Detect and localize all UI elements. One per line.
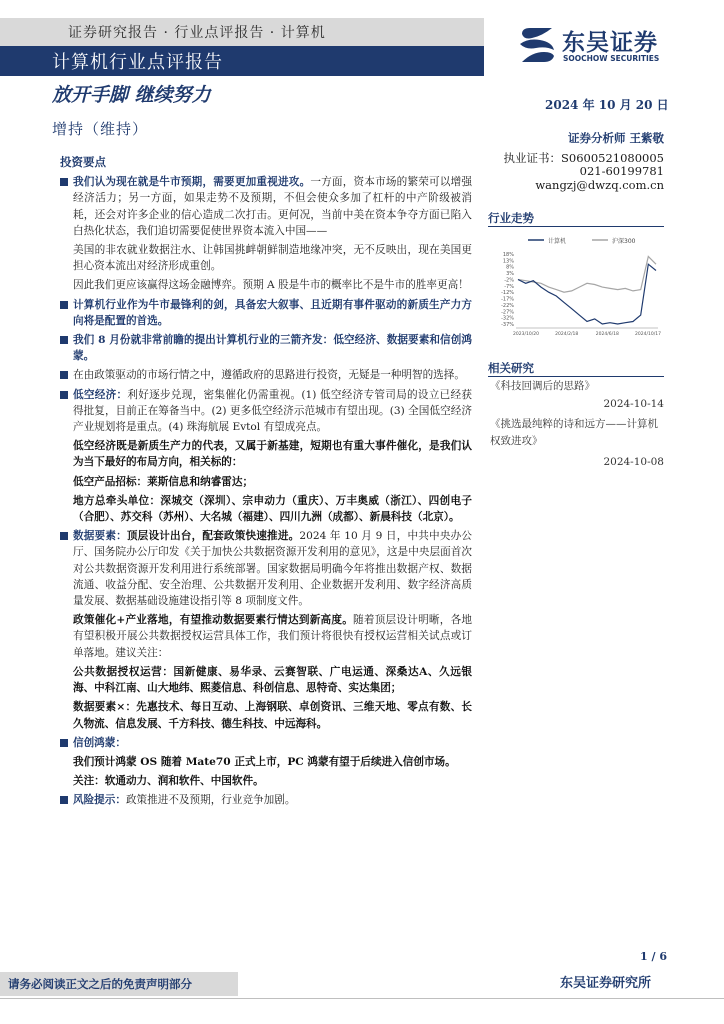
y-tick-label: -37% — [501, 322, 514, 328]
paragraph: 我们预计鸿蒙 OS 随着 Mate70 正式上市，PC 鸿蒙有望于后续进入信创市场。 — [73, 755, 456, 768]
bullet-low-altitude — [60, 387, 472, 436]
bullet-text: 政策推进不及预期，行业竞争加剧。 — [125, 794, 296, 807]
y-axis-ticks — [501, 252, 514, 328]
bullet-lead: 低空经济： — [73, 388, 128, 401]
paragraph: 数据要素×：先惠技术、每日互动、上海钢联、卓创资讯、三维天地、零点有数、长久物流、信息发展、千方科技、德生科技、中远海科。 — [73, 701, 472, 730]
bullet-lead: 我们认为现在就是牛市预期，需要更加重视进攻。 — [73, 176, 311, 189]
x-axis-ticks — [513, 331, 661, 337]
report-date: 2024 年 10 月 20 日 — [545, 98, 669, 112]
bullet-bold: 顶层设计出台，配套政策快速推进。 — [126, 530, 300, 543]
section-title: 投资要点 — [60, 155, 106, 169]
legend-item-csi300: 沪深300 — [612, 238, 636, 245]
bullet-text: 一方面，资本市场的繁荣可以增强经济活力；另一方面，如果走势不及预期，不但会使众多加了杠杆的中产阶级被消耗，还会对许多企业的信心造成二次打击。更何况，当前中美在资本争夺方面已陷入白热化状态，我们追切需要促使世界资本流入中国—— — [73, 176, 472, 237]
bullet-text: 2024 年 10 月 9 日，中共中央办公厅、国务院办公厅印发《关于加快公共数据资源开发利用的意见》，这是中央层面首次对公共数据资源开发利用进行系统部署。国家数据局明确今年将推出数据产权、数据流通、收益分配、安全治理、公共数据开发利用、企业数据开发利用、数字经济高质量发展、数据基础设施建设指引等 8 项制度文件。 — [73, 530, 472, 608]
series-line-csi300 — [518, 257, 656, 293]
footer-institute: 东吴证券研究所 — [560, 976, 652, 991]
breadcrumb: 证券研究报告 · 行业点评报告 · 计算机 — [68, 25, 326, 41]
logo-text-cn: 东吴证券 — [562, 30, 658, 56]
page-title: 放开手脚 继续努力 — [52, 84, 211, 106]
chart-legend — [528, 237, 636, 245]
series-line-computer — [518, 264, 656, 324]
report-type: 计算机行业点评报告 — [52, 52, 223, 73]
y-tick-label: 8% — [506, 264, 514, 271]
analyst-phone: 021-60199781 — [579, 164, 664, 178]
paragraph — [60, 612, 472, 661]
company-logo — [518, 24, 698, 68]
bullet-lead: 数据要素： — [73, 530, 127, 543]
bullet-data-elements — [60, 528, 472, 609]
trend-divider — [488, 226, 664, 227]
y-tick-label: -32% — [501, 315, 514, 322]
bullet-lead: 计算机行业作为牛市最锋利的剑，具备宏大叙事、且近期有事件驱动的新质生产力方向将是配置的首选。 — [73, 298, 472, 327]
related-item-date: 2024-10-08 — [603, 456, 664, 468]
investment-highlights — [60, 154, 472, 812]
y-tick-label: -2% — [504, 277, 514, 284]
rating: 增持（维持） — [52, 120, 149, 138]
y-tick-label: 3% — [506, 271, 514, 278]
related-item-title[interactable]: 《科技回调后的思路》 — [490, 380, 595, 392]
y-tick-label: -27% — [501, 309, 514, 316]
footer-divider — [0, 998, 724, 999]
y-tick-label: 13% — [502, 258, 514, 265]
x-tick-label: 2024/10/17 — [635, 332, 661, 337]
paragraph: 关注：软通动力、润和软件、中国软件。 — [73, 775, 264, 788]
bullet-lead: 我们 8 月份就非常前瞻的提出计算机行业的三箭齐发：低空经济、数据要素和信创鸿蒙。 — [73, 334, 472, 363]
logo-mark-icon — [518, 26, 556, 64]
bullet-xinchuang-harmony — [60, 735, 472, 751]
x-tick-label: 2023/10/20 — [513, 332, 539, 337]
paragraph: 低空经济既是新质生产力的代表，又属于新基建，短期也有重大事件催化，是我们认为当下最好的布局方向，相关标的： — [73, 440, 472, 469]
paragraph: 因此我们更应该赢得这场金融博弈。预期 A 股是牛市的概率比不是牛市的胜率更高！ — [73, 279, 469, 292]
trend-title: 行业走势 — [488, 211, 534, 225]
y-tick-label: 18% — [502, 252, 514, 258]
y-tick-label: -12% — [501, 290, 514, 297]
x-tick-label: 2024/6/18 — [595, 332, 619, 337]
paragraph: 公共数据授权运营：国新健康、易华录、云赛智联、广电运通、深桑达A、久远银海、中科江南、山大地纬、熙菱信息、科创信息、思特奇、实达集团； — [73, 665, 472, 695]
paragraph: 低空产品招标：莱斯信息和纳睿雷达； — [73, 475, 254, 488]
analyst-email[interactable]: wangzj@dwzq.com.cn — [535, 178, 664, 192]
related-item-title[interactable]: 《挑选最纯粹的诗和远方——计算机权致进攻》 — [490, 418, 658, 447]
related-research-title: 相关研究 — [488, 361, 534, 375]
bullet-three-arrows — [60, 332, 472, 364]
bullet-text: 在由政策驱动的市场行情之中，遵循政府的思路进行投资，无疑是一种明智的选择。 — [73, 369, 465, 382]
bullet-text: 利好逐步兑现，密集催化仍需重视。(1) 低空经济专管司局的设立已经获得批复，目前正在筹备当中。(2) 更多低空经济示范城市有望出现。(3) 全国低空经济产业规划将是重点。(4) 珠海航展 Evtol 有望成亮点。 — [73, 388, 472, 434]
paragraph: 美国的非农就业数据注水、让韩国挑衅朝鲜制造地缘冲突，无不反映出，现在美国更担心资本流出对经济形成重创。 — [73, 244, 472, 273]
bullet-lead: 信创鸿蒙： — [73, 736, 126, 749]
bullet-policy-driven — [60, 367, 472, 383]
industry-trend-chart — [488, 228, 664, 340]
page-number: 1 / 6 — [640, 950, 667, 963]
analyst-license: 执业证书：S0600521080005 — [503, 151, 664, 165]
bullet-lead: 风险提示： — [73, 794, 126, 807]
y-tick-label: -17% — [501, 296, 514, 303]
y-tick-label: -7% — [504, 283, 514, 290]
x-tick-label: 2024/2/18 — [555, 332, 579, 337]
paragraph-bold: 政策催化+产业落地，有望推动数据要素行情达到新高度。 — [73, 614, 354, 627]
legend-item-computer: 计算机 — [548, 238, 567, 245]
paragraph: 地方总牵头单位：深城交（深圳）、宗申动力（重庆）、万丰奥威（浙江）、四创电子（合肥）、苏交科（苏州）、大名城（福建）、四川九洲（成都）、新晨科技（北京）。 — [73, 494, 472, 524]
analyst-name: 证券分析师 王紫敬 — [567, 131, 664, 145]
bullet-bull-market — [60, 174, 472, 239]
footer-disclaimer: 请务必阅读正文之后的免责声明部分 — [8, 977, 192, 991]
related-item-date: 2024-10-14 — [603, 398, 664, 410]
bullet-computer-industry — [60, 297, 472, 329]
related-divider — [488, 376, 664, 377]
bullet-risk — [60, 792, 472, 808]
logo-text-en: SOOCHOW SECURITIES — [563, 54, 660, 63]
y-tick-label: -22% — [501, 302, 514, 309]
paragraph-text: 随着顶层设计明晰，各地有望积极开展公共数据授权运营具体工作，我们预计将很快有授权运营相关试点或订单落地。建议关注： — [73, 614, 473, 659]
